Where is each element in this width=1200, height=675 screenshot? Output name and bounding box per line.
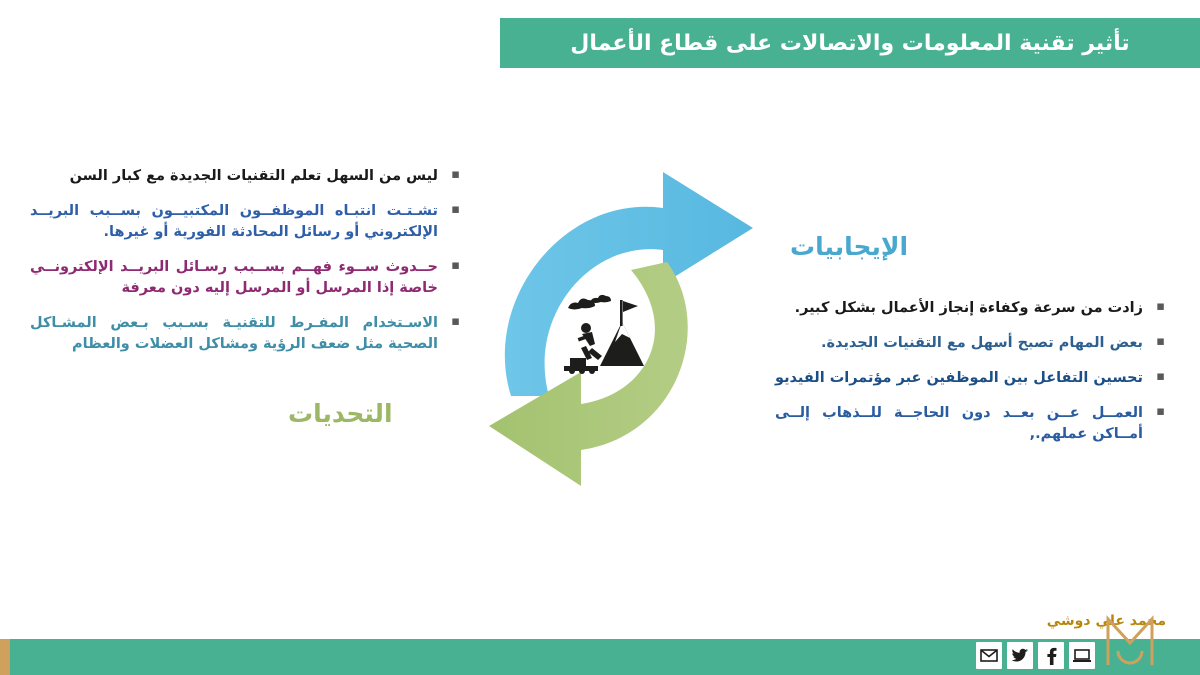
person-climbing-mountain-flag-icon [560, 292, 646, 376]
list-item: ▪ تحسين التفاعل بين الموظفين عبر مؤتمرات الفيديو [775, 368, 1165, 389]
positives-list [775, 298, 1165, 459]
footer-accent-stripe [0, 639, 10, 675]
email-icon[interactable] [976, 642, 1002, 669]
heading-challenges: التحديات [288, 399, 393, 428]
author-name: محمد علي دوشي [1046, 613, 1166, 629]
facebook-icon[interactable] [1038, 642, 1064, 669]
heading-positives: الإيجابيات [790, 232, 909, 261]
list-item: ▪ الاسـتخدام المفـرط للتقنيـة بسـبب بـعض المشـاكل الصحية مثل ضعف الرؤية ومشاكل العضلات والعظام [30, 313, 460, 355]
page-title: تأثير تقنية المعلومات والاتصالات على قطاع الأعمال [570, 30, 1130, 56]
list-item: ▪ بعض المهام تصبح أسهل مع التقنيات الجديدة. [775, 333, 1165, 354]
list-item: ▪ زادت من سرعة وكفاءة إنجاز الأعمال بشكل كبير. [775, 298, 1165, 319]
twitter-icon[interactable] [1007, 642, 1033, 669]
list-item: ▪ تشـتـت انتبـاه الموظفــون المكتبيــون بســبب البريــد الإلكتروني أو رسائل المحادثة الفورية أو غيرها. [30, 201, 460, 243]
social-links[interactable] [976, 642, 1095, 669]
laptop-icon[interactable] [1069, 642, 1095, 669]
list-item: ▪ العمــل عــن بعــد دون الحاجــة للــذهاب إلــى أمــاكن عملهم., [775, 403, 1165, 445]
list-item: ▪ ليس من السهل تعلم التقنيات الجديدة مع كبار السن [30, 166, 460, 187]
slide-title-bar [500, 18, 1200, 68]
challenges-list [30, 166, 460, 369]
m-monogram-logo [1102, 611, 1158, 669]
list-item: ▪ حــدوث ســوء فهــم بســبب رسـائل البريــد الإلكترونــي خاصة إذا المرسل أو المرسل إليه دون معرفة [30, 257, 460, 299]
